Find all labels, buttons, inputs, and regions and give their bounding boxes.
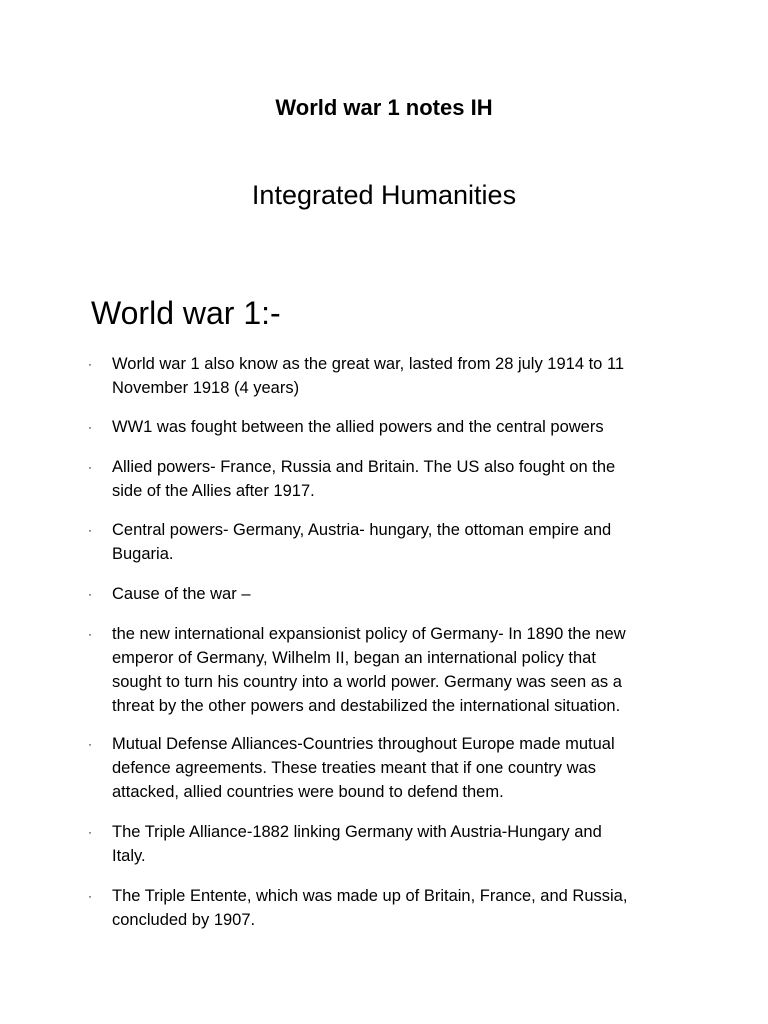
section-heading: World war 1:- (91, 295, 281, 331)
bullet-marker: · (88, 357, 92, 371)
bullet-marker: · (88, 737, 92, 751)
list-item-text: Central powers- Germany, Austria- hungary, the ottoman empire and Bugaria. (112, 521, 612, 563)
list-item-text: Mutual Defense Alliances-Countries throughout Europe made mutual defence agreements. These treaties meant that if one country was attacked, allied countries were bound to defend them. (112, 735, 615, 801)
list-item-text: Cause of the war – (112, 585, 251, 603)
list-item-text: World war 1 also know as the great war, lasted from 28 july 1914 to 11 November 1918 (4 years) (112, 355, 625, 397)
list-item-text: The Triple Entente, which was made up of Britain, France, and Russia, concluded by 1907. (112, 887, 628, 929)
list-item-text: WW1 was fought between the allied powers and the central powers (112, 418, 604, 436)
bullet-marker: · (88, 420, 92, 434)
bullet-marker: · (88, 889, 92, 903)
document-title: World war 1 notes IH (275, 95, 493, 120)
document-subtitle: Integrated Humanities (251, 180, 517, 210)
bullet-marker: · (88, 825, 92, 839)
bullet-marker: · (88, 587, 92, 601)
list-item-text: The Triple Alliance-1882 linking Germany with Austria-Hungary and Italy. (112, 823, 602, 865)
list-item-text: Allied powers- France, Russia and Britain. The US also fought on the side of the Allies after 1917. (112, 458, 616, 500)
bullet-marker: · (88, 627, 92, 641)
list-item-text: the new international expansionist policy of Germany- In 1890 the new emperor of Germany, Wilhelm II, began an international policy that sought to turn his country into a world power. Germany was seen as a threat by the other powers and destabilized the international situation. (112, 625, 626, 715)
bullet-marker: · (88, 523, 92, 537)
bullet-marker: · (88, 460, 92, 474)
